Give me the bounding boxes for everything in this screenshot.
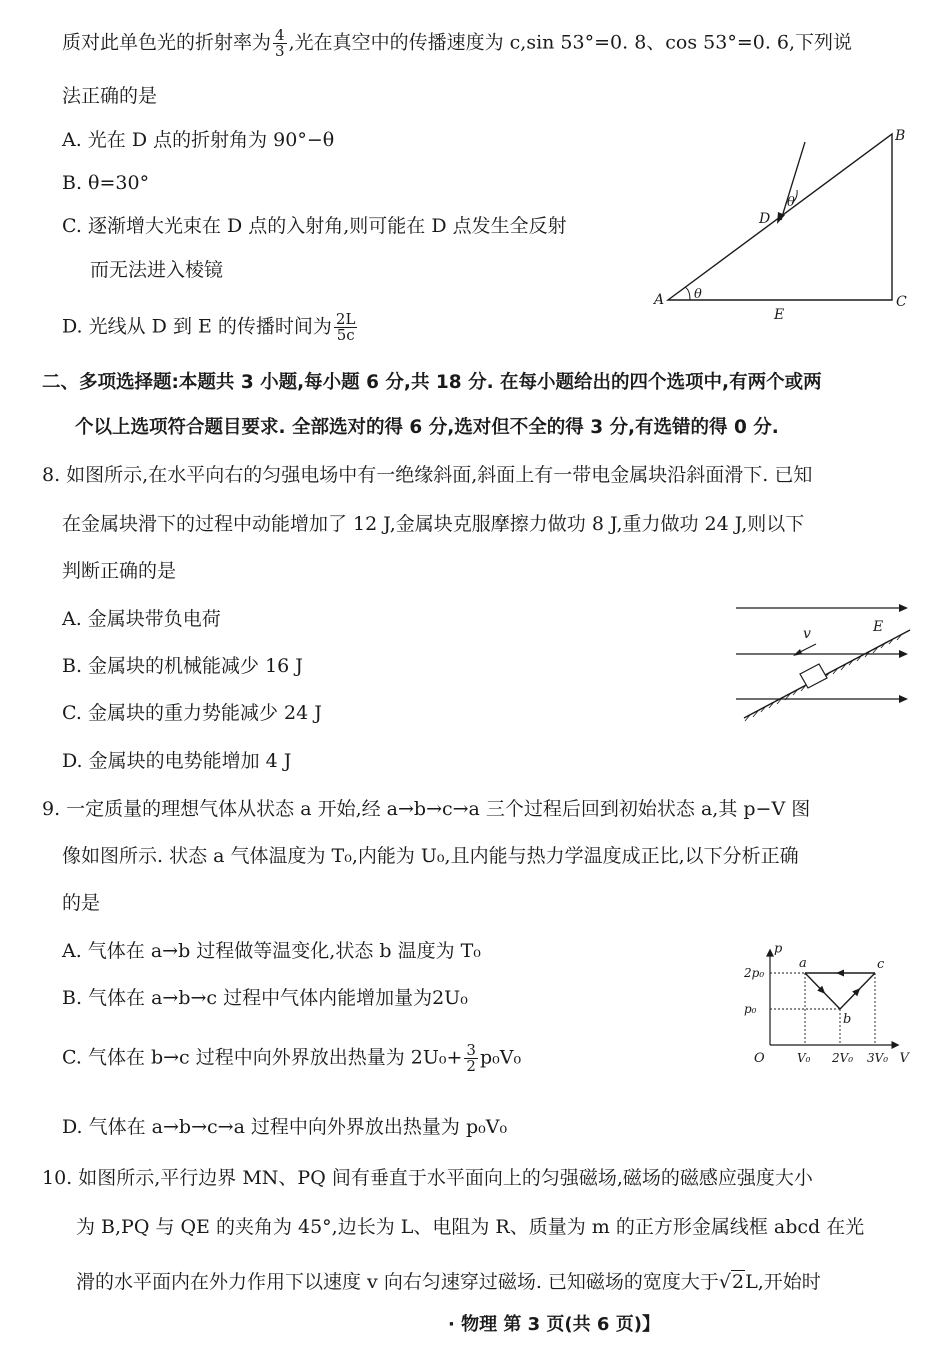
q7-stem-line2: 法正确的是: [62, 85, 158, 107]
q9-option-a: A. 气体在 a→b 过程做等温变化,状态 b 温度为 T₀: [62, 940, 481, 962]
origin-label: O: [754, 1051, 765, 1066]
q10-stem-line1: 10. 如图所示,平行边界 MN、PQ 间有垂直于水平面向上的匀强磁场,磁场的磁感应强度大小: [42, 1167, 813, 1189]
page-footer: · 物理 第 3 页(共 6 页)】: [448, 1314, 660, 1335]
p-axis-arrowhead: [766, 949, 774, 957]
q8-stem-line1: 8. 如图所示,在水平向右的匀强电场中有一绝缘斜面,斜面上有一带电金属块沿斜面滑下. 已知: [42, 464, 813, 486]
q10-stem-line2: 为 B,PQ 与 QE 的夹角为 45°,边长为 L、电阻为 R、质量为 m 的正方形金属线框 abcd 在光: [76, 1216, 865, 1238]
q7-prism-figure: [650, 120, 920, 325]
q7-stem-line1: [62, 28, 852, 59]
q7-option-c-line2: 而无法进入棱镜: [90, 259, 224, 281]
q9-option-c-tail: p₀V₀: [479, 1046, 522, 1069]
q7-time-denominator: 5c: [336, 326, 355, 344]
q7-option-d: [62, 312, 359, 343]
q9-stem-line1: 9. 一定质量的理想气体从状态 a 开始,经 a→b→c→a 三个过程后回到初始状态 a,其 p−V 图: [42, 798, 811, 820]
q7-option-d-text: D. 光线从 D 到 E 的传播时间为: [62, 315, 332, 338]
q9-option-c-fraction: [464, 1043, 478, 1074]
q9-stem-line2: 像如图所示. 状态 a 气体温度为 T₀,内能为 U₀,且内能与热力学温度成正比,以下分析正确: [62, 845, 799, 867]
q9-fraction-denominator: 2: [466, 1057, 476, 1075]
q7-refractive-index-fraction: [273, 28, 287, 59]
q7-time-numerator: 2L: [335, 310, 356, 328]
q9-fraction-numerator: 3: [466, 1041, 476, 1059]
point-e-label: E: [774, 307, 785, 323]
q10-stem-text-b: L,开始时: [745, 1271, 821, 1293]
q8-option-c: C. 金属块的重力势能减少 24 J: [62, 702, 322, 724]
q8-stem-line2: 在金属块滑下的过程中动能增加了 12 J,金属块克服摩擦力做功 8 J,重力做功 24 J,则以下: [62, 513, 805, 535]
q9-stem-line3: 的是: [62, 892, 101, 914]
field-arrowhead-1: [899, 604, 908, 612]
x-axis-label: V: [899, 1051, 909, 1066]
angle-theta-at-d: θ: [787, 195, 795, 210]
q9-option-c-text: C. 气体在 b→c 过程中向外界放出热量为 2U₀+: [62, 1046, 463, 1069]
angle-theta-at-a: θ: [694, 287, 702, 302]
state-label-c: c: [877, 957, 885, 972]
q9-option-b: B. 气体在 a→b→c 过程中气体内能增加量为2U₀: [62, 987, 468, 1009]
point-d-label: D: [759, 211, 771, 227]
q7-fraction-denominator: 3: [275, 42, 285, 60]
x-tick-label-3: 3V₀: [867, 1051, 889, 1065]
q8-option-d: D. 金属块的电势能增加 4 J: [62, 750, 292, 772]
q9-option-c: [62, 1043, 521, 1074]
field-arrowhead-2: [899, 650, 908, 658]
vertex-c-label: C: [896, 294, 907, 310]
x-tick-label-2: 2V₀: [832, 1051, 854, 1065]
q7-stem-text-b: ,光在真空中的传播速度为 c,sin 53°=0. 8、cos 53°=0. 6,下列说: [288, 31, 853, 54]
field-arrowhead-3: [899, 695, 908, 703]
q10-sqrt-argument: 2: [732, 1271, 745, 1293]
q7-time-fraction: [334, 312, 358, 343]
y-tick-label-1: p₀: [744, 1002, 757, 1016]
q9-option-d: D. 气体在 a→b→c→a 过程中向外界放出热量为 p₀V₀: [62, 1116, 508, 1138]
q10-stem-text-a: 滑的水平面内在外力作用下以速度 v 向右匀速穿过磁场. 已知磁场的宽度大于: [76, 1271, 719, 1293]
q8-stem-line3: 判断正确的是: [62, 560, 177, 582]
q7-fraction-numerator: 4: [275, 26, 285, 44]
q10-stem-line3: [76, 1268, 821, 1296]
section2-instructions-line2: 个以上选项符合题目要求. 全部选对的得 6 分,选对但不全的得 3 分,有选错的得 0 分.: [75, 417, 779, 438]
metal-block: [800, 664, 827, 688]
field-label-e: E: [873, 619, 884, 635]
q7-stem-text-a: 质对此单色光的折射率为: [62, 31, 272, 54]
section2-instructions-line1: 二、多项选择题:本题共 3 小题,每小题 6 分,共 18 分. 在每小题给出的四个选项中,有两个或两: [42, 372, 822, 393]
y-axis-label: p: [774, 941, 783, 957]
q7-option-b: B. θ=30°: [62, 172, 150, 194]
state-label-b: b: [843, 1012, 852, 1027]
state-label-a: a: [799, 956, 807, 971]
velocity-arrowhead: [793, 649, 802, 656]
y-tick-label-2: 2p₀: [744, 966, 765, 980]
q8-option-a: A. 金属块带负电荷: [62, 608, 221, 630]
v-axis-arrowhead: [892, 1041, 900, 1049]
q7-option-c-line1: C. 逐渐增大光束在 D 点的入射角,则可能在 D 点发生全反射: [62, 215, 567, 237]
vertex-b-label: B: [895, 128, 906, 144]
velocity-label: v: [803, 626, 811, 642]
q7-option-a: A. 光在 D 点的折射角为 90°−θ: [62, 129, 335, 151]
x-tick-label-1: V₀: [797, 1051, 811, 1065]
q9-pv-diagram: [740, 933, 920, 1073]
angle-arc-at-a: [685, 287, 690, 300]
arrow-c-to-a: [836, 970, 844, 977]
vertex-a-label: A: [654, 292, 665, 308]
q10-sqrt-expression: √2: [718, 1271, 745, 1293]
q8-incline-figure: [730, 598, 915, 723]
q8-option-b: B. 金属块的机械能减少 16 J: [62, 655, 303, 677]
